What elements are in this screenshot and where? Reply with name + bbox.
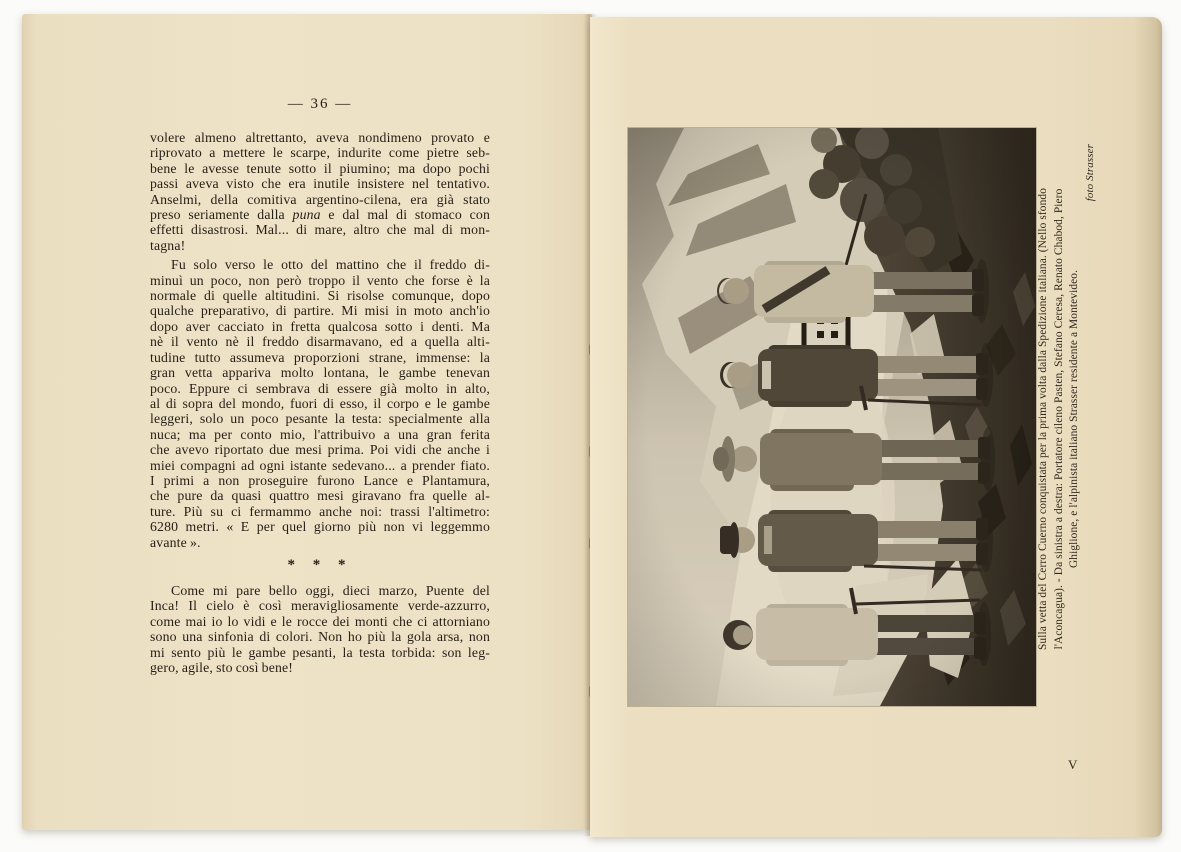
paragraph-2 [150,257,490,550]
text-line: sono una sinfonia di colori. Non ho più la gola arsa, non [150,629,490,645]
section-separator: * * * [287,556,353,573]
text-line: effetti disastrosi. Mal... di mare, altro che mal di mon- [150,222,490,238]
text-line: l'Aconcagua). - Da sinistra a destra: Portatore cileno Pasten, Stefano Ceresa, Renato Chabod, Piero [1052,188,1065,650]
text-line: Inca! Il cielo è così meravigliosamente verde-azzurro, [150,598,490,614]
text-line: Anselmi, della comitiva argentino-cilena, era già stato [150,191,490,207]
right-page [590,17,1162,837]
text-line: gero, agile, sto così bene! [150,660,294,675]
text-line: tagna! [150,237,186,253]
text-line: qualche preparativo, di partire. Mi misi in moto anch'io [150,303,490,319]
summit-photo [628,128,1036,706]
text-line: al di sopra del mondo, fuori di esso, il corpo e le gambe [150,395,490,411]
text-line: che pure da quasi quattro mesi giravano fra quelle al- [150,488,490,504]
summit-photo-graphic [628,128,1036,706]
text-column [150,96,490,675]
text-line: 6280 metri. « E per quel giorno più non vi leggemmo [150,519,490,535]
text-line: I primi a non proseguire furono Lance e Plantamura, [150,472,490,488]
left-page [22,14,590,830]
text-line: passi aveva visto che era inutile insistere nel tentativo. [150,176,490,192]
text-line: leggeri, solo un poco pesante la testa: specialmente alla [150,411,490,427]
text-line: tudine tutto assumeva proporzioni strane, immense: la [150,349,490,365]
text-line: mi sento più le gambe pesanti, la testa torbida: son leg- [150,644,490,660]
text-line: volere almeno altrettanto, aveva nondimeno provato e [150,130,490,145]
text-line: nè il vento nè il freddo disarmavano, ed a quella alti- [150,334,490,350]
text-line: miei compagni ad ogni istante sedevano... a prender fiato. [150,457,490,473]
text-line: nuca; ma per conto mio, l'attribuivo a una gran ferita [150,426,490,442]
text-line: che avevo riportato due mesi prima. Poi vidi che anche i [150,442,490,458]
text-line: preso seriamente dalla puna e dal mal di stomaco con [150,207,490,223]
text-line: avante ». [150,534,201,550]
paragraph-1 [150,130,490,253]
text-line: riprovato a mettere le scarpe, indurite come pietre seb- [150,145,490,161]
photo-vignette [628,128,1036,706]
text-line: normale di quelle altitudini. Si risolse comunque, dopo [150,288,490,304]
photo-caption [1036,130,1100,708]
caption-lines [1036,130,1083,708]
text-line: Ghiglione, e l'alpinista italiano Strasser residente a Montevideo. [1068,269,1081,569]
photo-credit: foto Strasser [1083,144,1096,202]
text-line: ture. Più su ci fermammo anche noi: trassi l'altimetro: [150,503,490,519]
text-line: gran vetta appariva molto lontana, le gambe tenevan [150,365,490,381]
text-line: minuì un poco, non però troppo il vento che forse è la [150,272,490,288]
page-number: — 36 — [287,96,353,112]
plate-number: V [1068,757,1079,772]
text-line: come mai io lo vidi e le rocce dei monti che ci attorniano [150,613,490,629]
text-line: poco. Eppure ci sembrava di essere già molto in alto, [150,380,490,396]
text-line: Fu solo verso le otto del mattino che il freddo di- [171,257,490,273]
text-line: Come mi pare bello oggi, dieci marzo, Puente del [171,582,490,598]
text-line: dopo aver cacciato in fretta qualcosa sotto i denti. Ma [150,318,490,334]
paragraph-3 [150,583,490,675]
text-line: bene le avesse tenute sotto il piumino; ma dopo pochi [150,160,490,176]
text-line: Sulla vetta del Cerro Cuerno conquistata per la prima volta dalla Spedizione italiana. (Nello sfondo [1037,188,1049,651]
